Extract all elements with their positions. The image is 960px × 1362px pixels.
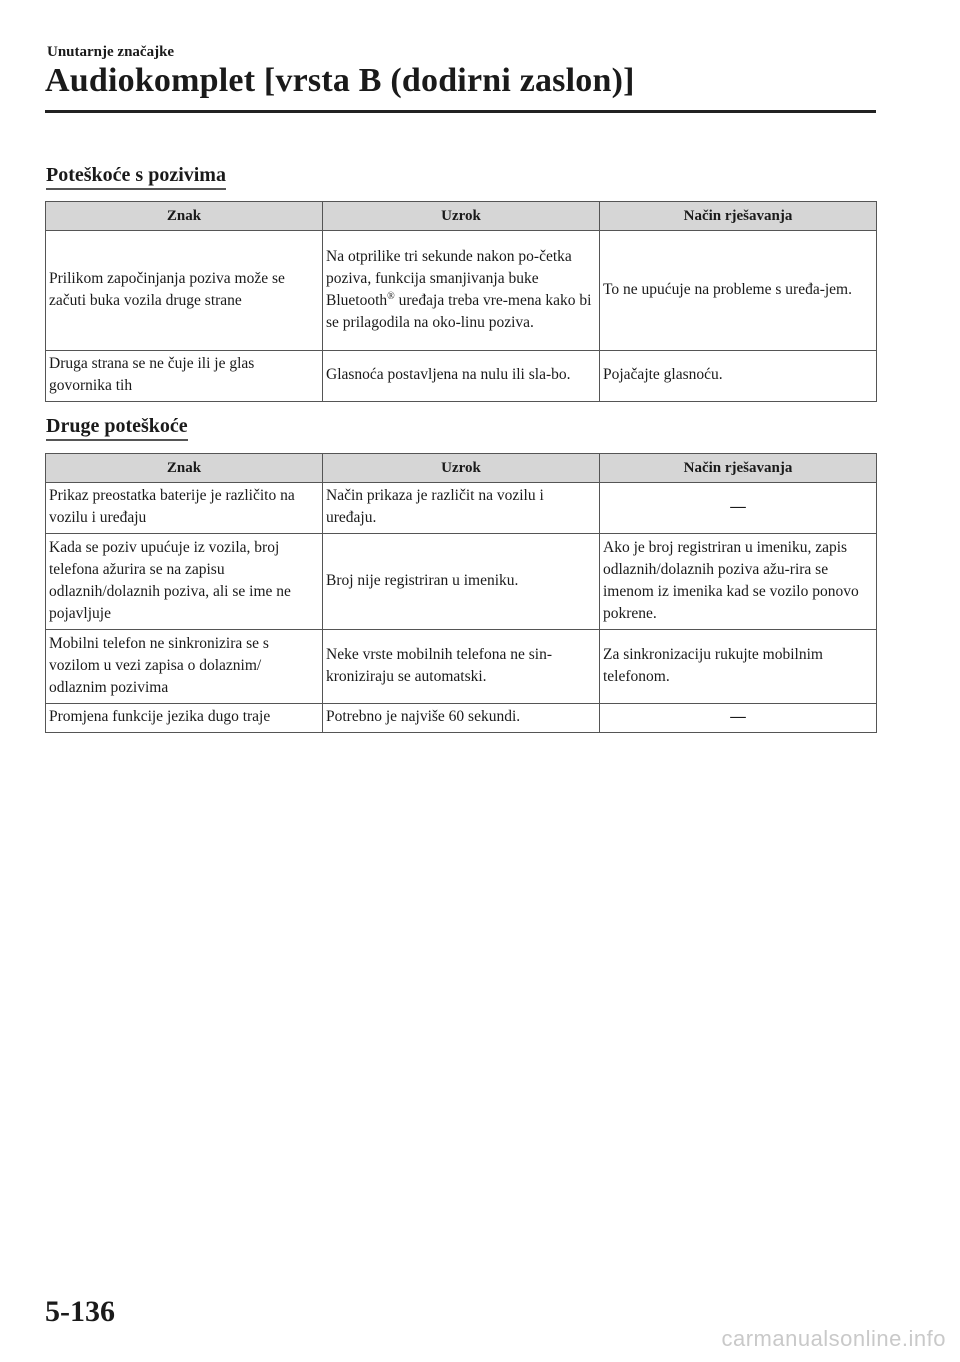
call-problems-table xyxy=(45,201,877,402)
title-divider xyxy=(45,110,876,113)
cell-znak: Mobilni telefon ne sinkronizira se s vozilom u vezi zapisa o dolaznim/ odlaznim pozivima xyxy=(46,630,323,704)
cell-uzrok: Neke vrste mobilnih telefona ne sin-kroniziraju se automatski. xyxy=(323,630,600,704)
column-header-znak: Znak xyxy=(46,202,323,231)
cell-uzrok-text: Na otprilike tri sekunde nakon po-četka poziva, funkcija smanjivanja buke Bluetooth xyxy=(326,247,572,309)
cell-znak: Kada se poziv upućuje iz vozila, broj telefona ažurira se na zapisu odlaznih/dolaznih poziva, ali se ime ne pojavljuje xyxy=(46,534,323,630)
cell-uzrok-text-cont: uređaja treba vre-mena kako bi se prilagodila na oko-linu poziva. xyxy=(326,291,592,331)
cell-uzrok: Način prikaza je različit na vozilu i uređaju. xyxy=(323,483,600,534)
column-header-uzrok: Uzrok xyxy=(323,202,600,231)
column-header-uzrok: Uzrok xyxy=(323,454,600,483)
table-row xyxy=(46,534,877,630)
other-problems-table xyxy=(45,453,877,733)
column-header-znak: Znak xyxy=(46,454,323,483)
section-heading-call-problems: Poteškoće s pozivima xyxy=(46,163,226,190)
registered-mark: ® xyxy=(387,290,395,302)
cell-rjesenje: To ne upućuje na probleme s uređa-jem. xyxy=(600,231,877,351)
table-row xyxy=(46,231,877,351)
cell-uzrok: Glasnoća postavljena na nulu ili sla-bo. xyxy=(323,351,600,402)
chapter-subheader: Unutarnje značajke xyxy=(47,44,175,60)
column-header-rjesenje: Način rješavanja xyxy=(600,202,877,231)
cell-rjesenje: Ako je broj registriran u imeniku, zapis odlaznih/dolaznih poziva ažu-rira se imenom iz imenika kad se vozilo ponovo pokrene. xyxy=(600,534,877,630)
cell-znak: Promjena funkcije jezika dugo traje xyxy=(46,704,323,733)
cell-rjesenje: — xyxy=(600,483,877,534)
table-row xyxy=(46,351,877,402)
table-row xyxy=(46,630,877,704)
watermark: carmanualsonline.info xyxy=(721,1326,946,1351)
cell-znak: Prilikom započinjanja poziva može se začuti buka vozila druge strane xyxy=(46,231,323,351)
cell-znak: Druga strana se ne čuje ili je glas govornika tih xyxy=(46,351,323,402)
table-header-row xyxy=(46,454,877,483)
table-row xyxy=(46,704,877,733)
cell-znak: Prikaz preostatka baterije je različito na vozilu i uređaju xyxy=(46,483,323,534)
page-title: Audiokomplet [vrsta B (dodirni zaslon)] xyxy=(45,62,635,99)
table-header-row xyxy=(46,202,877,231)
cell-uzrok: Broj nije registriran u imeniku. xyxy=(323,534,600,630)
column-header-rjesenje: Način rješavanja xyxy=(600,454,877,483)
section-heading-other-problems: Druge poteškoće xyxy=(46,414,188,441)
cell-rjesenje: — xyxy=(600,704,877,733)
page-number: 5-136 xyxy=(45,1295,115,1328)
cell-rjesenje: Pojačajte glasnoću. xyxy=(600,351,877,402)
cell-rjesenje: Za sinkronizaciju rukujte mobilnim telefonom. xyxy=(600,630,877,704)
table-row xyxy=(46,483,877,534)
cell-uzrok xyxy=(323,231,600,351)
cell-uzrok: Potrebno je najviše 60 sekundi. xyxy=(323,704,600,733)
